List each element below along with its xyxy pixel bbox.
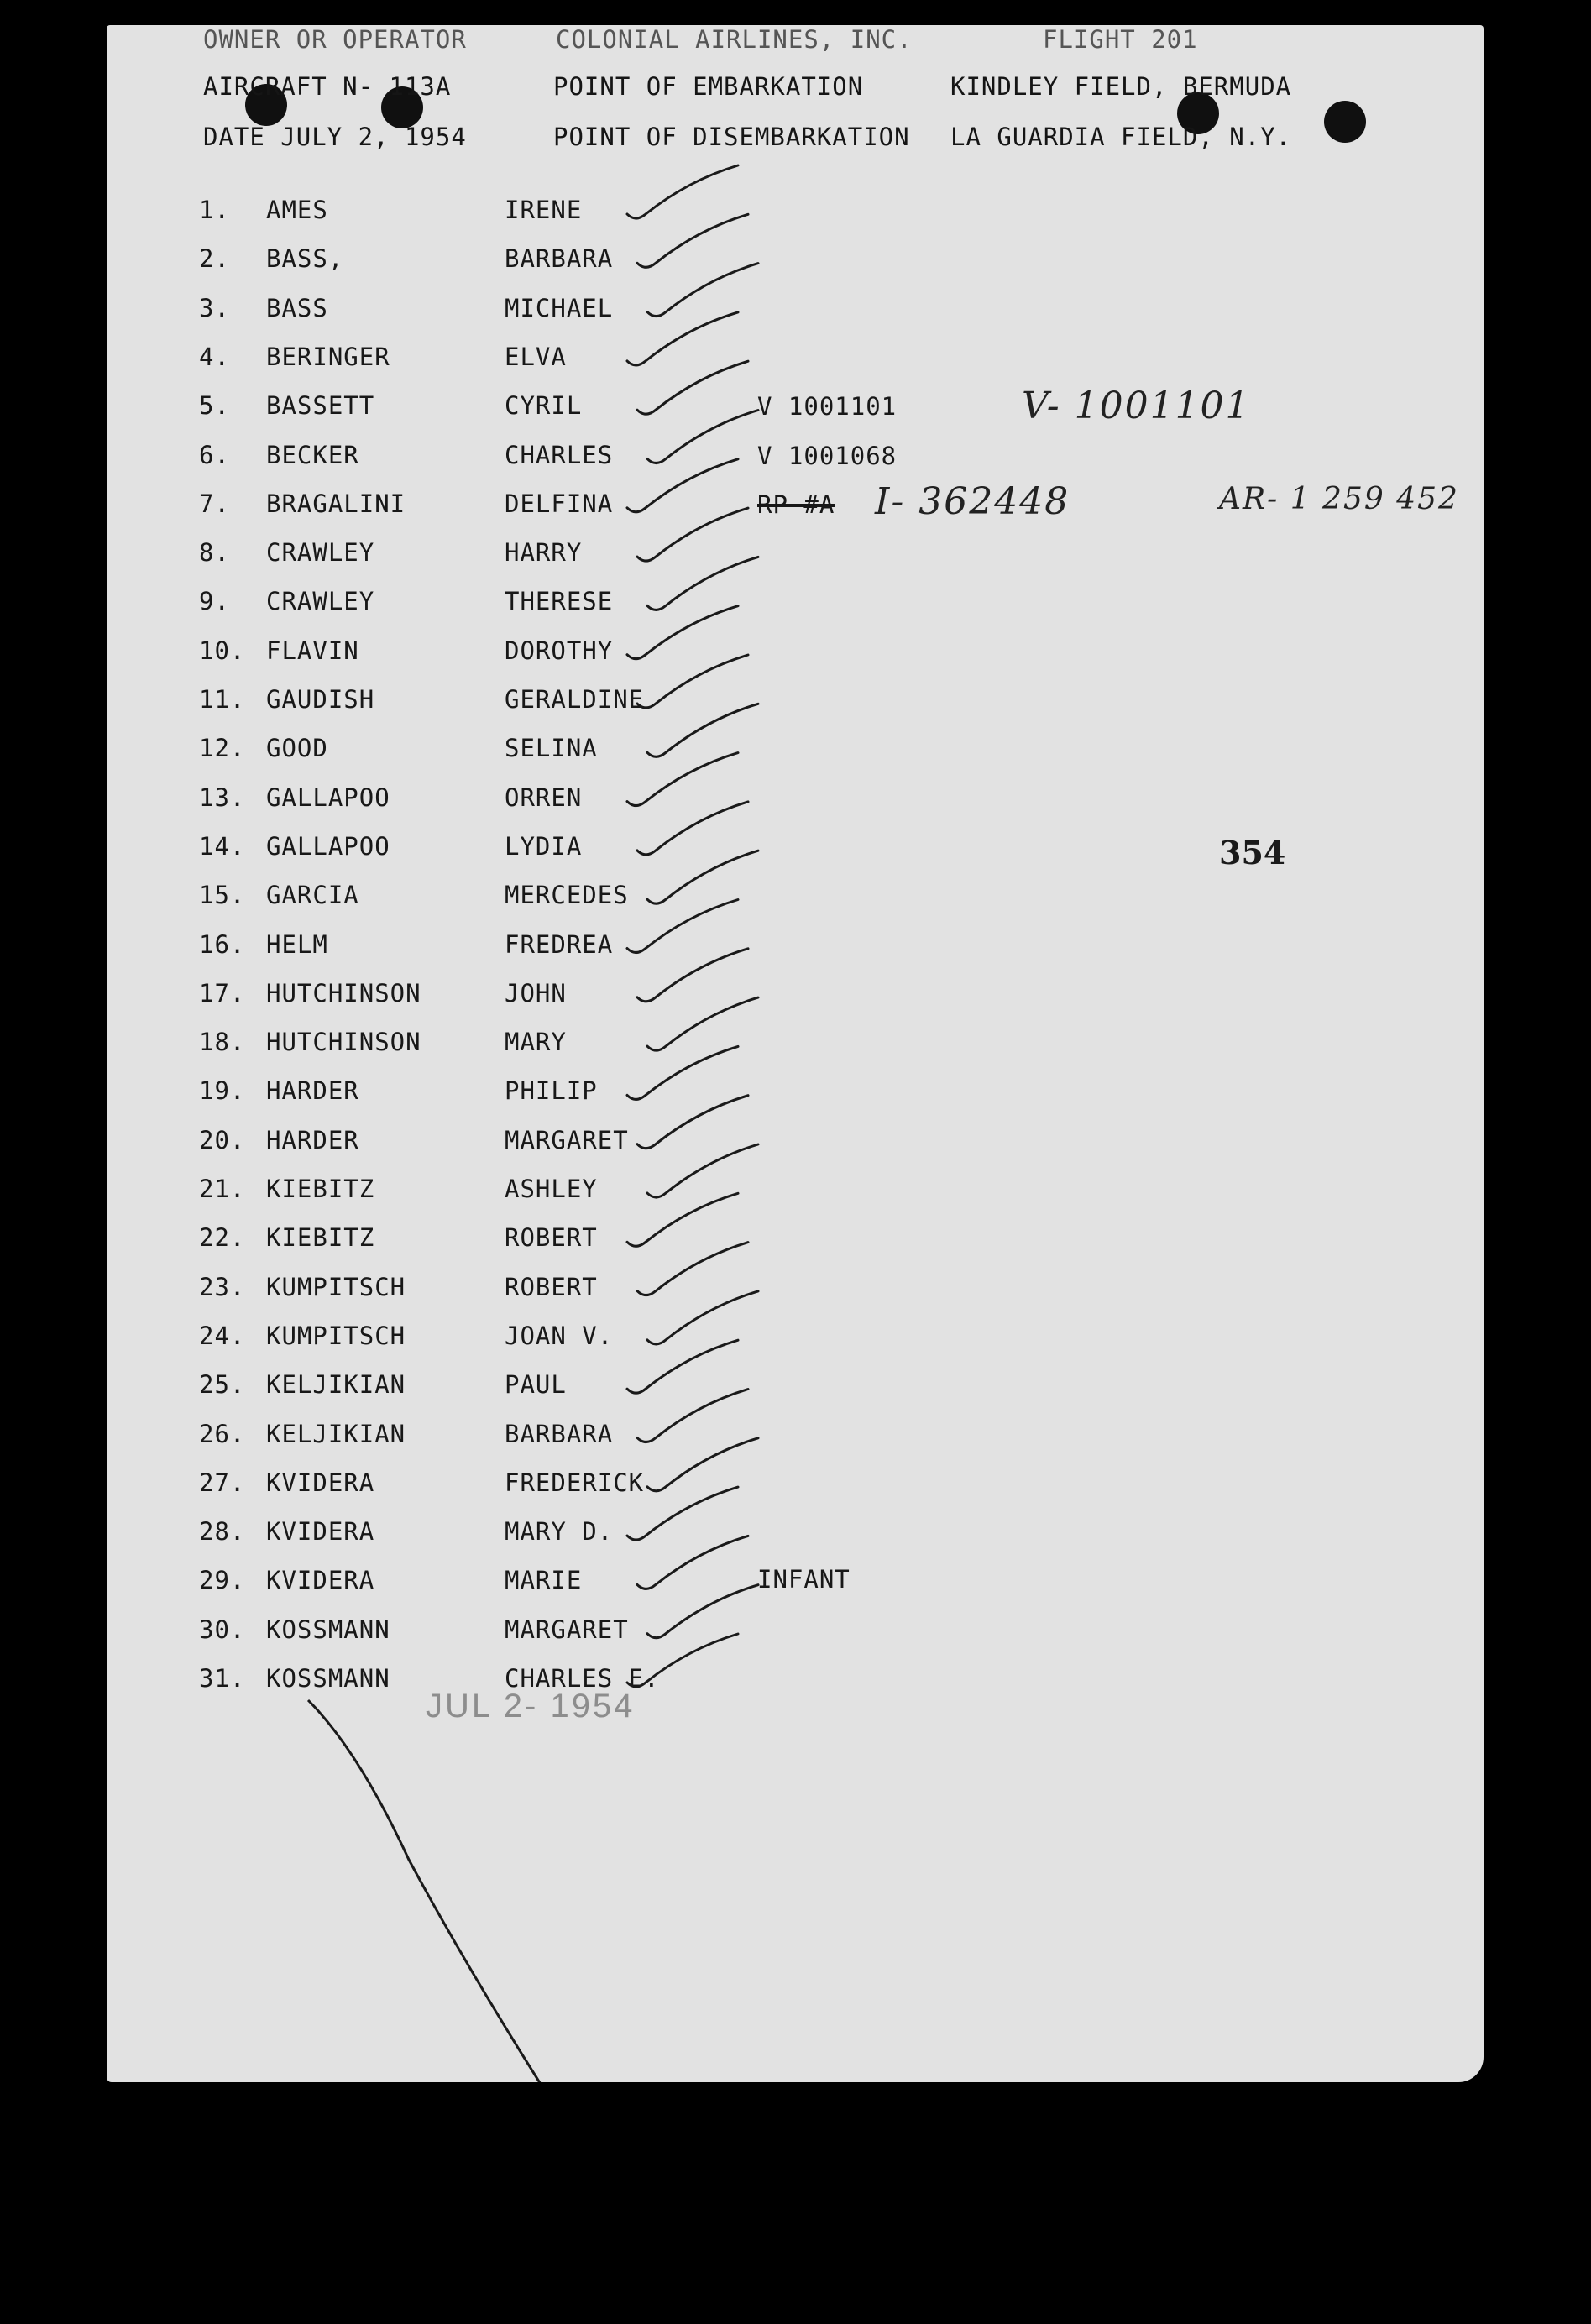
passenger-given-name: MARGARET: [505, 1615, 629, 1644]
passenger-row: [107, 979, 1484, 1028]
passenger-number: 2.: [199, 244, 230, 274]
passenger-row: [107, 343, 1484, 391]
date-field: DATE JULY 2, 1954: [203, 123, 467, 151]
passenger-row: [107, 244, 1484, 293]
passenger-row: [107, 1468, 1484, 1517]
passenger-row: [107, 294, 1484, 343]
passenger-number: 9.: [199, 587, 230, 616]
passenger-surname: GARCIA: [266, 881, 359, 910]
passenger-number: 5.: [199, 391, 230, 421]
passenger-given-name: ROBERT: [505, 1272, 598, 1301]
passenger-given-name: MARY D.: [505, 1517, 614, 1547]
infant-note: INFANT: [757, 1565, 850, 1594]
punch-hole-4: [1324, 101, 1366, 143]
passenger-surname: CRAWLEY: [266, 538, 375, 568]
passenger-surname: KVIDERA: [266, 1517, 375, 1547]
passenger-surname: AMES: [266, 196, 328, 224]
passenger-given-name: THERESE: [505, 587, 614, 616]
passenger-given-name: PAUL: [505, 1370, 567, 1400]
passenger-surname: HELM: [266, 929, 328, 959]
passenger-given-name: LYDIA: [505, 831, 583, 861]
handwritten-visa: V- 1001101: [1022, 385, 1251, 427]
embarkation-label: POINT OF EMBARKATION: [553, 72, 864, 101]
passenger-given-name: ELVA: [505, 342, 567, 371]
passenger-given-name: JOAN V.: [505, 1321, 614, 1350]
passenger-number: 1.: [199, 196, 230, 224]
passenger-row: [107, 538, 1484, 587]
passenger-row: [107, 196, 1484, 244]
handwritten-id: I- 362448: [875, 480, 1070, 523]
passenger-number: 6.: [199, 440, 230, 469]
passenger-given-name: MARGARET: [505, 1125, 629, 1154]
passenger-number: 8.: [199, 538, 230, 568]
passenger-surname: KUMPITSCH: [266, 1321, 406, 1350]
page-number-stamp: 354: [1219, 834, 1286, 872]
manifest-page: [107, 25, 1484, 2082]
passenger-given-name: MARY: [505, 1028, 567, 1057]
passenger-number: 12.: [199, 734, 246, 763]
passenger-row: [107, 1273, 1484, 1322]
passenger-surname: KOSSMANN: [266, 1664, 390, 1693]
passenger-given-name: BARBARA: [505, 1419, 614, 1448]
passenger-surname: KVIDERA: [266, 1468, 375, 1497]
passenger-row: [107, 1223, 1484, 1272]
flight-label: FLIGHT 201: [1043, 25, 1198, 54]
passenger-row: [107, 1517, 1484, 1566]
passenger-number: 28.: [199, 1517, 246, 1547]
embarkation-value: KINDLEY FIELD, BERMUDA: [950, 72, 1292, 101]
passenger-number: 3.: [199, 293, 230, 322]
passenger-row: [107, 1370, 1484, 1419]
passenger-given-name: IRENE: [505, 196, 583, 224]
disembarkation-label: POINT OF DISEMBARKATION: [553, 123, 910, 151]
passenger-number: 27.: [199, 1468, 246, 1497]
passenger-number: 20.: [199, 1125, 246, 1154]
passenger-row: [107, 685, 1484, 734]
passenger-row: [107, 1076, 1484, 1125]
passenger-surname: BASS: [266, 293, 328, 322]
passenger-row: [107, 1028, 1484, 1076]
passenger-surname: KVIDERA: [266, 1566, 375, 1595]
passenger-given-name: PHILIP: [505, 1076, 598, 1106]
typed-visa-5: V 1001101: [757, 392, 898, 421]
owner-value: COLONIAL AIRLINES, INC.: [556, 25, 913, 54]
passenger-given-name: DELFINA: [505, 489, 614, 518]
passenger-given-name: FREDERICK: [505, 1468, 645, 1497]
passenger-surname: HARDER: [266, 1076, 359, 1106]
struck-note-7: RP #A: [757, 490, 835, 519]
passenger-number: 22.: [199, 1223, 246, 1253]
passenger-number: 13.: [199, 783, 246, 812]
passenger-surname: BASSETT: [266, 391, 375, 421]
passenger-surname: KELJIKIAN: [266, 1370, 406, 1400]
passenger-given-name: CYRIL: [505, 391, 583, 421]
passenger-row: [107, 1175, 1484, 1223]
passenger-number: 29.: [199, 1566, 246, 1595]
passenger-given-name: ORREN: [505, 783, 583, 812]
passenger-given-name: DOROTHY: [505, 636, 614, 665]
owner-label: OWNER OR OPERATOR: [203, 25, 467, 54]
passenger-given-name: SELINA: [505, 734, 598, 763]
passenger-row: [107, 881, 1484, 929]
passenger-number: 19.: [199, 1076, 246, 1106]
aircraft-field: AIRCRAFT N- 113A: [203, 72, 452, 101]
passenger-number: 30.: [199, 1615, 246, 1644]
passenger-surname: BECKER: [266, 440, 359, 469]
passenger-surname: KOSSMANN: [266, 1615, 390, 1644]
passenger-surname: KIEBITZ: [266, 1223, 375, 1253]
passenger-number: 18.: [199, 1028, 246, 1057]
passenger-given-name: MERCEDES: [505, 881, 629, 910]
passenger-number: 21.: [199, 1175, 246, 1203]
date-stamp: JUL 2- 1954: [426, 1688, 636, 1725]
passenger-surname: KIEBITZ: [266, 1175, 375, 1203]
passenger-row: [107, 734, 1484, 783]
passenger-number: 17.: [199, 978, 246, 1008]
passenger-given-name: HARRY: [505, 538, 583, 568]
passenger-number: 11.: [199, 685, 246, 714]
diagonal-pen-stroke: [308, 1700, 547, 2082]
passenger-row: [107, 930, 1484, 979]
passenger-surname: BERINGER: [266, 342, 390, 371]
passenger-row: [107, 1126, 1484, 1175]
passenger-number: 14.: [199, 831, 246, 861]
passenger-number: 10.: [199, 636, 246, 665]
passenger-surname: HUTCHINSON: [266, 978, 421, 1008]
passenger-number: 26.: [199, 1419, 246, 1448]
passenger-row: [107, 1420, 1484, 1468]
passenger-number: 15.: [199, 881, 246, 910]
passenger-row: [107, 783, 1484, 832]
passenger-surname: KUMPITSCH: [266, 1272, 406, 1301]
passenger-given-name: BARBARA: [505, 244, 614, 274]
passenger-number: 24.: [199, 1321, 246, 1350]
passenger-surname: CRAWLEY: [266, 587, 375, 616]
passenger-surname: HUTCHINSON: [266, 1028, 421, 1057]
passenger-number: 7.: [199, 489, 230, 518]
passenger-surname: GALLAPOO: [266, 783, 390, 812]
passenger-row: [107, 1664, 1484, 1713]
passenger-surname: FLAVIN: [266, 636, 359, 665]
passenger-given-name: JOHN: [505, 978, 567, 1008]
passenger-row: [107, 1615, 1484, 1664]
passenger-given-name: CHARLES: [505, 440, 614, 469]
passenger-given-name: ASHLEY: [505, 1175, 598, 1203]
handwritten-ar: AR- 1 259 452: [1219, 482, 1459, 516]
passenger-given-name: MICHAEL: [505, 293, 614, 322]
passenger-surname: KELJIKIAN: [266, 1419, 406, 1448]
passenger-number: 23.: [199, 1272, 246, 1301]
passenger-given-name: ROBERT: [505, 1223, 598, 1253]
passenger-number: 16.: [199, 929, 246, 959]
passenger-surname: BRAGALINI: [266, 489, 406, 518]
passenger-surname: GOOD: [266, 734, 328, 763]
passenger-given-name: CHARLES E.: [505, 1664, 660, 1693]
passenger-surname: GAUDISH: [266, 685, 375, 714]
disembarkation-value: LA GUARDIA FIELD, N.Y.: [950, 123, 1292, 151]
passenger-row: [107, 636, 1484, 685]
passenger-given-name: MARIE: [505, 1566, 583, 1595]
passenger-surname: GALLAPOO: [266, 831, 390, 861]
passenger-row: [107, 587, 1484, 636]
typed-visa-6: V 1001068: [757, 442, 898, 470]
passenger-row: [107, 1322, 1484, 1370]
passenger-number: 31.: [199, 1664, 246, 1693]
passenger-number: 25.: [199, 1370, 246, 1400]
passenger-given-name: FREDREA: [505, 929, 614, 959]
passenger-given-name: GERALDINE: [505, 685, 645, 714]
passenger-surname: HARDER: [266, 1125, 359, 1154]
passenger-surname: BASS,: [266, 244, 344, 274]
passenger-number: 4.: [199, 342, 230, 371]
